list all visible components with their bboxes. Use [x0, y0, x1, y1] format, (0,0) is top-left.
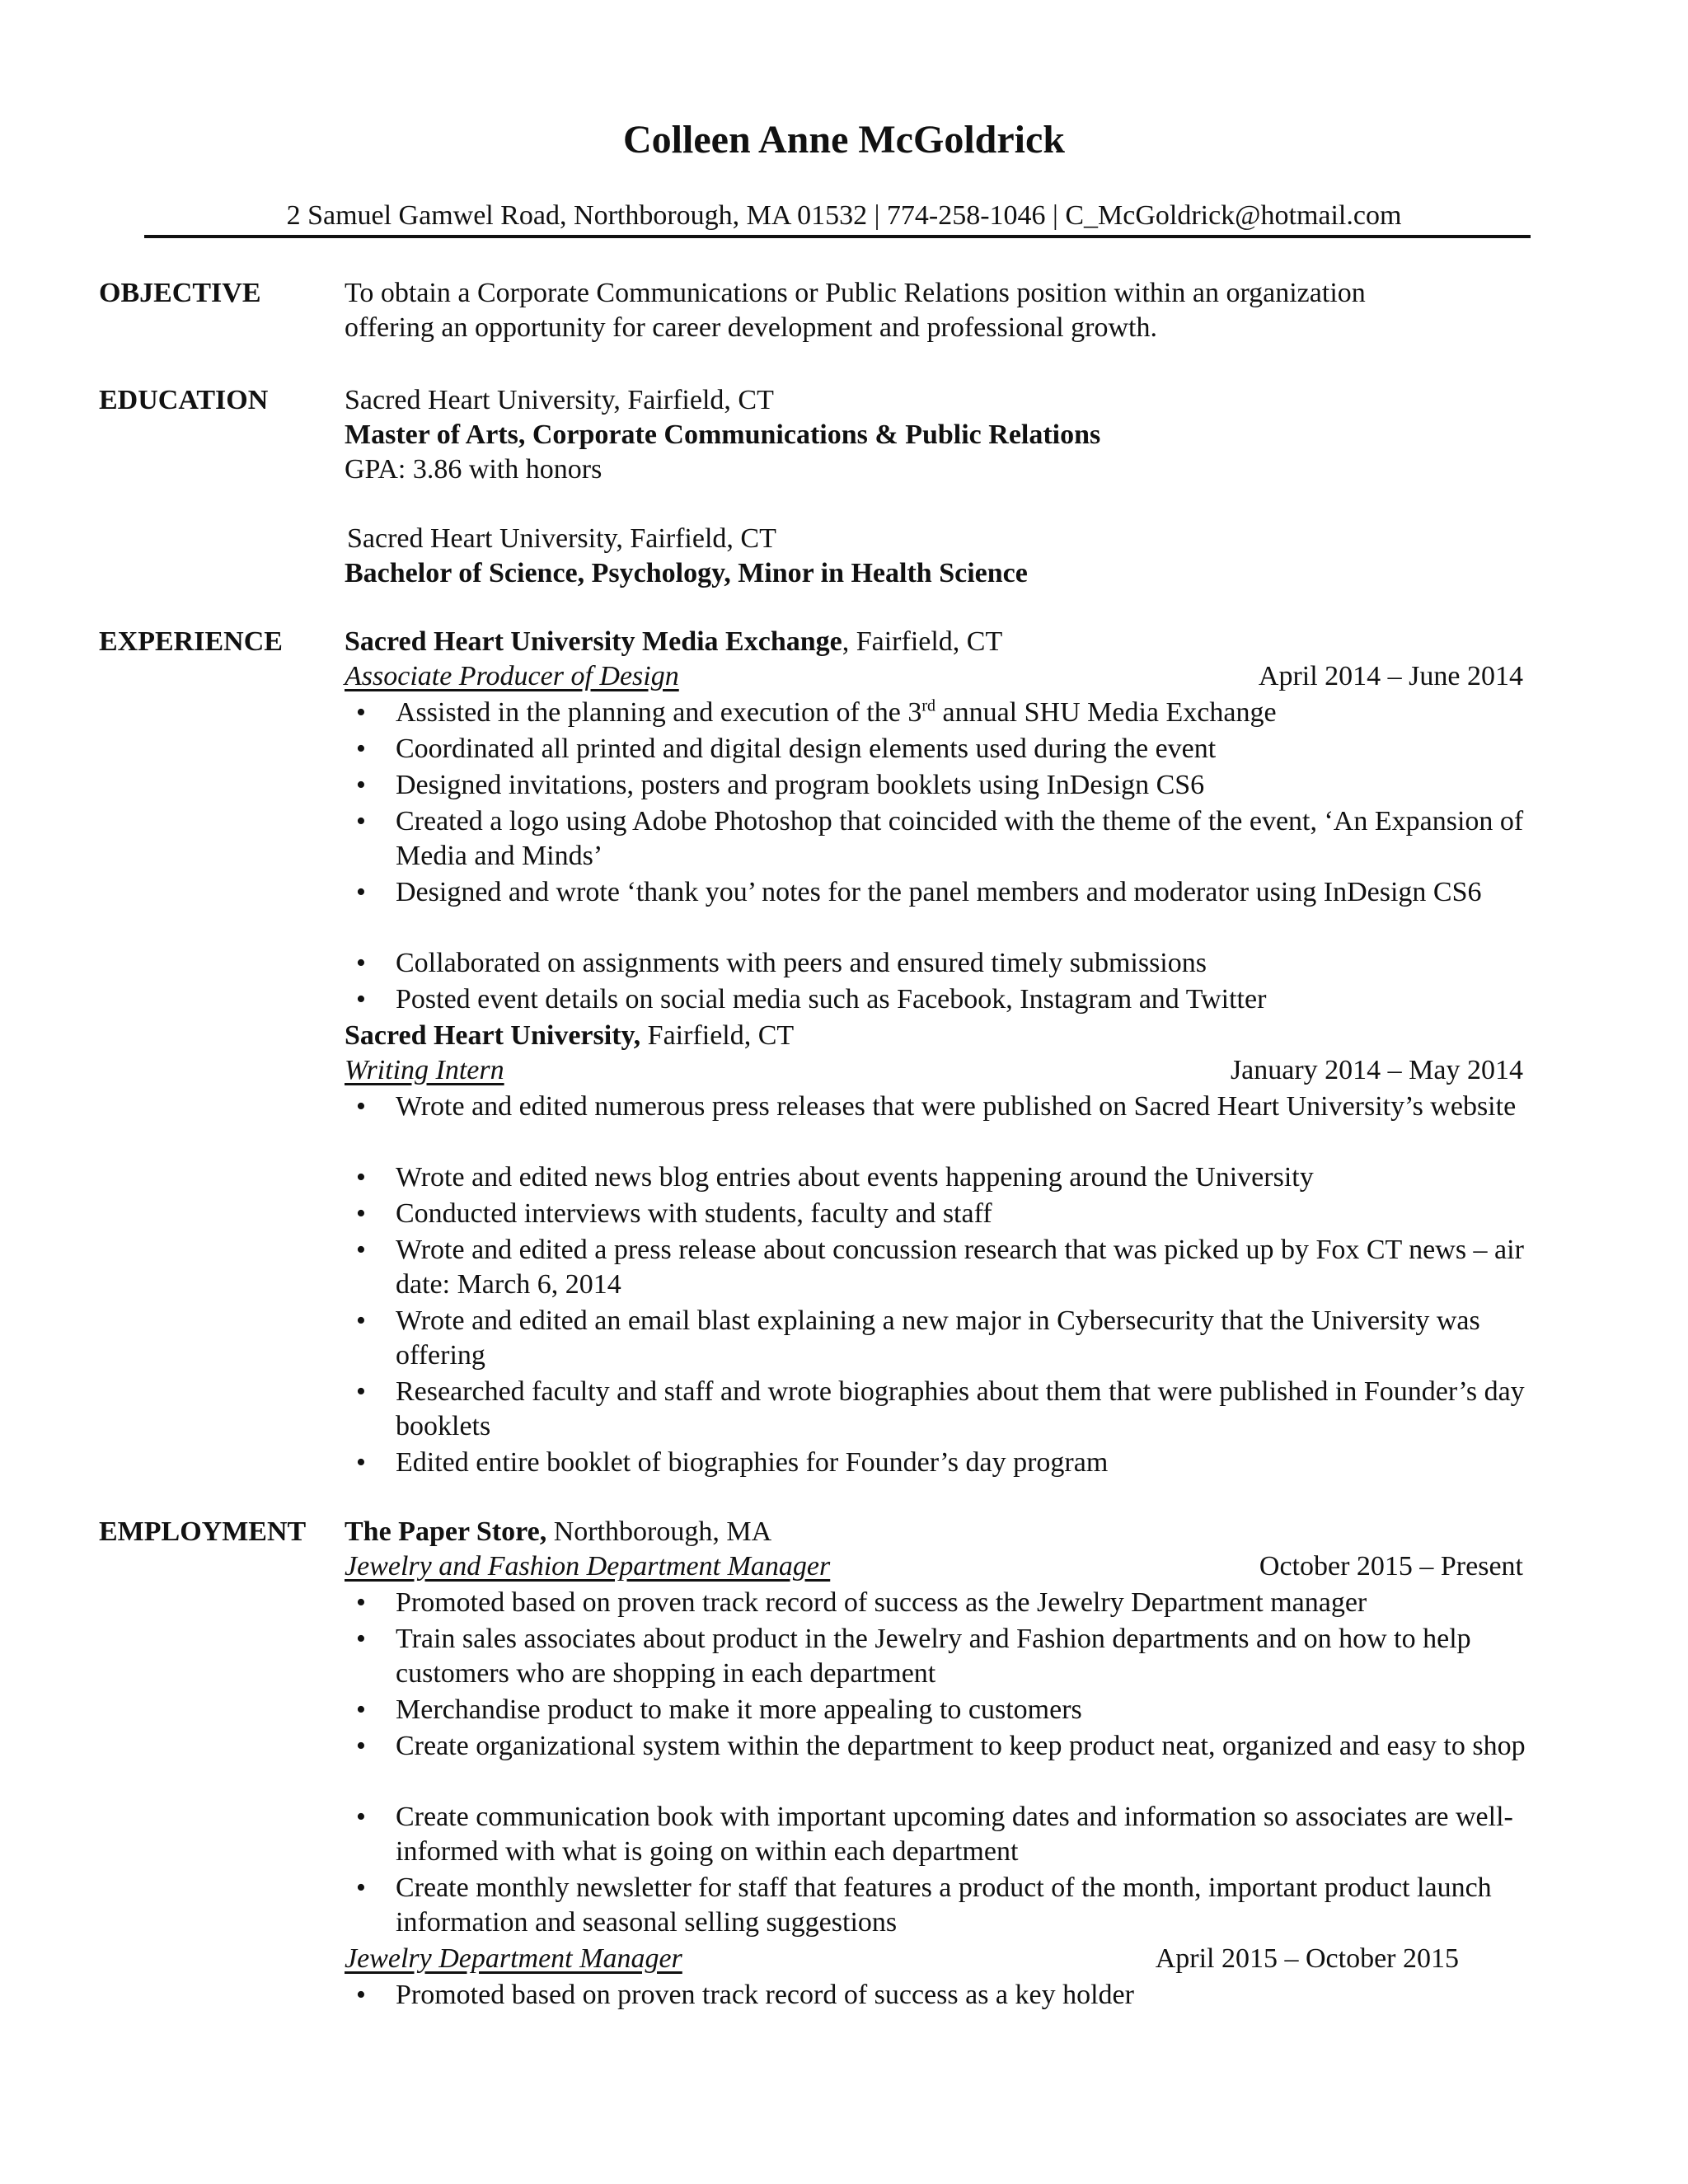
role-dates: January 2014 – May 2014	[1230, 1055, 1523, 1085]
bullet-text: Wrote and edited a press release about concussion research that was picked up by Fox CT news – air date: March 6, 2014	[396, 1235, 1524, 1300]
bullet-text: Create organizational system within the department to keep product neat, organized and easy to shop	[396, 1731, 1526, 1761]
bullet-text	[396, 696, 1537, 730]
role-title: Associate Producer of Design	[345, 661, 679, 691]
education-degree-2: Bachelor of Science, Psychology, Minor in Health Science	[345, 558, 1028, 588]
bullet-glyph: •	[356, 1162, 366, 1193]
role-title: Jewelry Department Manager	[345, 1943, 682, 1974]
bullet-glyph: •	[356, 770, 366, 800]
org-location: , Fairfield, CT	[842, 626, 1003, 657]
role-dates: October 2015 – Present	[1259, 1551, 1523, 1582]
employment-role-row-2	[345, 1942, 1459, 1976]
bullet-text: Designed and wrote ‘thank you’ notes for the panel members and moderator using InDesign CS6	[396, 877, 1482, 907]
bullet-glyph: •	[356, 806, 366, 837]
header-divider	[144, 235, 1531, 238]
objective-heading: OBJECTIVE	[99, 278, 261, 308]
bullet-text: Posted event details on social media such as Facebook, Instagram and Twitter	[396, 984, 1267, 1015]
bullet-text-part: annual SHU Media Exchange	[935, 697, 1277, 728]
experience-role-row-1	[345, 659, 1523, 694]
experience-role-row-2	[345, 1053, 1523, 1088]
bullet-text: Designed invitations, posters and program booklets using InDesign CS6	[396, 770, 1205, 800]
bullet-glyph: •	[356, 1624, 366, 1654]
org-location: Fairfield, CT	[640, 1020, 795, 1051]
bullet-glyph: •	[356, 733, 366, 764]
bullet-glyph: •	[356, 1694, 366, 1725]
bullet-text: Merchandise product to make it more appealing to customers	[396, 1694, 1082, 1725]
bullet-glyph: •	[356, 1447, 366, 1478]
bullet-glyph: •	[356, 1091, 366, 1122]
objective-line-1: To obtain a Corporate Communications or Public Relations position within an organization	[345, 278, 1366, 308]
bullet-glyph: •	[356, 1731, 366, 1761]
employment-role-row-1	[345, 1549, 1523, 1584]
contact-line: 2 Samuel Gamwel Road, Northborough, MA 01532 | 774-258-1046 | C_McGoldrick@hotmail.com	[286, 200, 1402, 231]
bullet-text: Train sales associates about product in the Jewelry and Fashion departments and on how to help customers who are shopping in each department	[396, 1624, 1471, 1689]
bullet-glyph: •	[356, 984, 366, 1015]
bullet-text: Wrote and edited news blog entries about events happening around the University	[396, 1162, 1314, 1193]
bullet-glyph: •	[356, 1305, 366, 1336]
org-name: Sacred Heart University,	[345, 1020, 641, 1051]
bullet-text: Create monthly newsletter for staff that features a product of the month, important product launch information and seasonal selling suggestions	[396, 1872, 1492, 1938]
bullet-glyph: •	[356, 1587, 366, 1618]
bullet-text-part: Assisted in the planning and execution of the 3	[396, 697, 922, 728]
experience-org-2	[345, 1019, 794, 1053]
education-degree-1: Master of Arts, Corporate Communications & Public Relations	[345, 419, 1101, 450]
bullet-glyph: •	[356, 877, 366, 907]
objective-line-2: offering an opportunity for career development and professional growth.	[345, 312, 1157, 343]
role-title: Jewelry and Fashion Department Manager	[345, 1551, 831, 1582]
experience-org-1	[345, 625, 1002, 659]
bullet-text: Researched faculty and staff and wrote biographies about them that were published in Founder’s day booklets	[396, 1376, 1525, 1441]
employment-org	[345, 1515, 771, 1549]
role-title: Writing Intern	[345, 1055, 504, 1085]
bullet-text: Created a logo using Adobe Photoshop that coincided with the theme of the event, ‘An Expansion of Media and Minds’	[396, 806, 1524, 871]
education-heading: EDUCATION	[99, 385, 269, 415]
bullet-glyph: •	[356, 1198, 366, 1229]
bullet-text: Coordinated all printed and digital design elements used during the event	[396, 733, 1217, 764]
role-dates: April 2015 – October 2015	[1155, 1943, 1459, 1974]
bullet-glyph: •	[356, 1872, 366, 1903]
bullet-text: Create communication book with important upcoming dates and information so associates are well-informed with what is going on within each department	[396, 1802, 1513, 1867]
bullet-glyph: •	[356, 1376, 366, 1407]
education-gpa: GPA: 3.86 with honors	[345, 454, 603, 485]
bullet-glyph: •	[356, 1235, 366, 1265]
bullet-text: Wrote and edited an email blast explaining a new major in Cybersecurity that the University was offering	[396, 1305, 1480, 1371]
bullet-glyph: •	[356, 1980, 366, 2010]
bullet-glyph: •	[356, 1802, 366, 1832]
education-school-2: Sacred Heart University, Fairfield, CT	[347, 523, 776, 554]
bullet-text: Promoted based on proven track record of success as the Jewelry Department manager	[396, 1587, 1367, 1618]
bullet-glyph: •	[356, 948, 366, 978]
role-dates: April 2014 – June 2014	[1258, 661, 1523, 691]
bullet-text: Promoted based on proven track record of success as a key holder	[396, 1980, 1134, 2010]
bullet-text: Wrote and edited numerous press releases that were published on Sacred Heart University’s website	[396, 1091, 1517, 1122]
org-location: Northborough, MA	[546, 1516, 772, 1547]
org-name: The Paper Store,	[345, 1516, 547, 1547]
bullet-text: Conducted interviews with students, faculty and staff	[396, 1198, 992, 1229]
bullet-text: Collaborated on assignments with peers and ensured timely submissions	[396, 948, 1207, 978]
bullet-glyph: •	[356, 697, 366, 728]
org-name: Sacred Heart University Media Exchange	[345, 626, 842, 657]
experience-heading: EXPERIENCE	[99, 626, 283, 657]
bullet-text: Edited entire booklet of biographies for Founder’s day program	[396, 1447, 1109, 1478]
candidate-name: Colleen Anne McGoldrick	[623, 118, 1065, 162]
ordinal-suffix: rd	[921, 696, 935, 715]
employment-heading: EMPLOYMENT	[99, 1516, 307, 1547]
education-school-1: Sacred Heart University, Fairfield, CT	[345, 385, 774, 415]
